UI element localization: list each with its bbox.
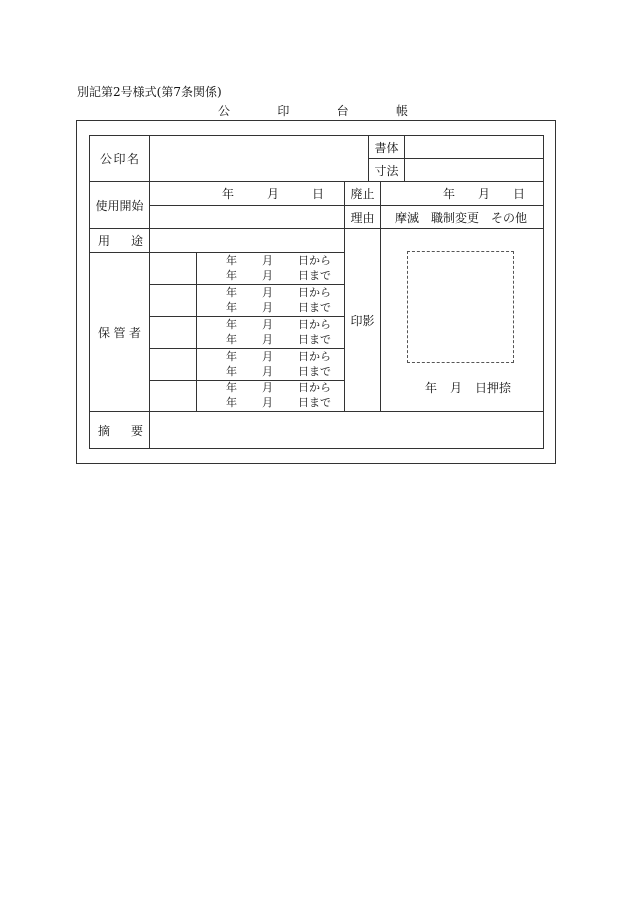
start-use-note-field[interactable]	[149, 205, 345, 229]
abolish-date-field[interactable]: 年 月 日	[380, 181, 544, 206]
period-from: 年 月 日から	[226, 286, 331, 299]
remarks-label: 摘 要	[89, 411, 150, 449]
reason-option: 摩滅	[395, 210, 420, 225]
keeper-label: 保 管 者	[89, 252, 150, 412]
keeper-name-field[interactable]	[149, 252, 197, 285]
period-to: 年 月 日まで	[226, 301, 331, 314]
stamp-date: 年 月 日押捺	[425, 381, 511, 395]
seal-name-label: 公 印 名	[89, 135, 150, 182]
purpose-field[interactable]	[149, 228, 345, 253]
period-from: 年 月 日から	[226, 381, 331, 394]
keeper-name-field[interactable]	[149, 284, 197, 317]
period-to: 年 月 日まで	[226, 396, 331, 409]
title-char: 印	[277, 104, 290, 118]
font-field[interactable]	[404, 135, 544, 159]
size-label: 寸法	[368, 158, 405, 182]
seal-name-field[interactable]	[149, 135, 369, 182]
keeper-name-field[interactable]	[149, 316, 197, 349]
document-title	[218, 103, 408, 119]
period-to: 年 月 日まで	[226, 365, 331, 378]
period-to: 年 月 日まで	[226, 269, 331, 282]
reason-label: 理由	[344, 205, 381, 229]
period-from: 年 月 日から	[226, 318, 331, 331]
reason-field[interactable]	[380, 205, 544, 229]
start-date-field[interactable]: 年 月 日	[149, 181, 345, 206]
period-from: 年 月 日から	[226, 254, 331, 267]
purpose-label: 用 途	[89, 228, 150, 253]
remarks-field[interactable]	[149, 411, 544, 449]
font-label: 書体	[368, 135, 405, 159]
size-field[interactable]	[404, 158, 544, 182]
start-use-label: 使用開始	[89, 181, 150, 229]
title-char: 台	[336, 104, 349, 118]
reason-option: 職制変更	[430, 210, 479, 225]
period-from: 年 月 日から	[226, 350, 331, 363]
form-number: 別記第2号様式(第7条関係)	[77, 85, 222, 99]
period-to: 年 月 日まで	[226, 333, 331, 346]
title-char: 公	[218, 104, 231, 118]
imprint-label: 印影	[344, 228, 381, 412]
title-char: 帳	[395, 104, 408, 118]
abolish-label: 廃止	[344, 181, 381, 206]
keeper-name-field[interactable]	[149, 348, 197, 381]
keeper-name-field[interactable]	[149, 380, 197, 412]
reason-option: その他	[490, 210, 527, 225]
stamp-box[interactable]	[407, 251, 514, 363]
